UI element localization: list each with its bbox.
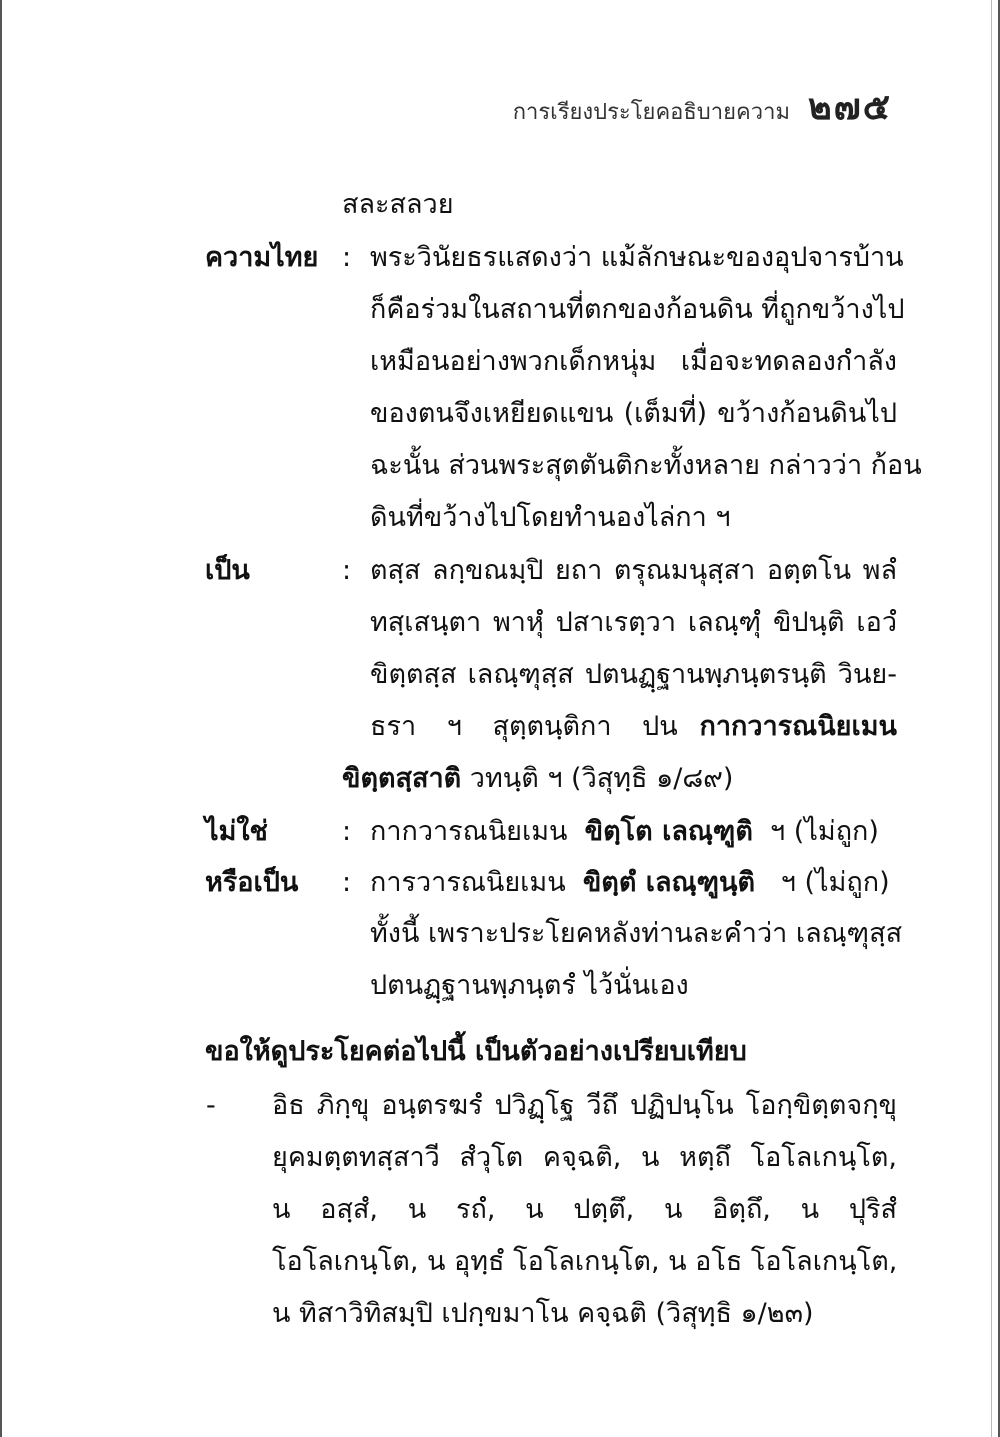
- translation-line-4: ของตนจึงเหยียดแขน (เต็มที่) ขว้างก้อนดินไป: [370, 398, 897, 429]
- translation-colon: :: [342, 242, 352, 273]
- comparison-dash: -: [206, 1090, 216, 1121]
- is-form-line-2: ทสฺเสนฺตา พาหุํ ปสาเรตฺวา เลณฺฑุํ ขิปนฺติ เอวํ: [370, 607, 897, 638]
- comparison-line-4: โอโลเกนฺโต, น อุทฺธํ โอโลเกนฺโต, น อโธ โอโลเกนฺโต,: [272, 1246, 898, 1277]
- or-form-plain-1: การวารณนิยเมน: [370, 867, 566, 898]
- not-form-plain-1: กากวารณนิยเมน: [370, 816, 568, 847]
- translation-line-1: พระวินัยธรแสดงว่า แม้ลักษณะของอุปจารบ้าน: [370, 242, 904, 273]
- is-form-line-1: ตสฺส ลกฺขณมฺปิ ยถา ตรุณมนุสฺสา อตฺตโน พลํ: [370, 555, 897, 586]
- page-number: ๒๗๕: [807, 87, 892, 128]
- not-form-plain-2: ฯ (ไม่ถูก): [770, 816, 879, 847]
- comparison-line-2: ยุคมตฺตทสฺสาวี สํวุโต คจฺฉติ, น หตฺถึ โอโลเกนฺโต,: [272, 1142, 897, 1173]
- running-header-title: การเรียงประโยคอธิบายความ: [512, 100, 790, 125]
- is-form-label: เป็น: [205, 555, 250, 586]
- is-form-line-5: [342, 759, 733, 799]
- translation-line-6: ดินที่ขว้างไปโดยทำนองไล่กา ฯ: [370, 502, 731, 533]
- comparison-heading: ขอให้ดูประโยคต่อไปนี้ เป็นตัวอย่างเปรียบเทียบ: [205, 1036, 747, 1067]
- is-form-line-3: ขิตฺตสฺส เลณฺฑุสฺส ปตนฏฺฐานพฺภนฺตรนฺติ วินย-: [370, 659, 897, 690]
- not-form-colon: :: [342, 816, 352, 847]
- intro-line: สละสลวย: [342, 189, 454, 220]
- translation-line-5: ฉะนั้น ส่วนพระสุตตันติกะทั้งหลาย กล่าวว่า ก้อน: [370, 450, 922, 481]
- is-form-line-4-plain: ธรา ฯ สุตฺตนฺติกา ปน: [370, 711, 678, 742]
- comparison-line-1: อิธ ภิกฺขุ อนฺตรฆรํ ปวิฏฺโฐ วีถึ ปฏิปนฺโน โอกฺขิตฺตจกฺขุ: [272, 1090, 897, 1121]
- or-form-line-2: ทั้งนี้ เพราะประโยคหลังท่านละคำว่า เลณฺฑุสฺส: [370, 918, 903, 949]
- is-form-colon: :: [342, 555, 352, 586]
- not-form-bold-1: ขิตฺโต เลณฺฑูติ: [584, 816, 753, 847]
- not-form-label: ไม่ใช่: [205, 816, 268, 847]
- comparison-line-5: น ทิสาวิทิสมฺปิ เปกฺขมาโน คจฺฉติ (วิสุทฺธิ ๑/๒๓): [272, 1298, 814, 1329]
- comparison-line-3: น อสฺสํ, น รถํ, น ปตฺตึ, น อิตฺถึ, น ปุริสํ: [272, 1194, 897, 1225]
- or-form-bold-1: ขิตฺตํ เลณฺฑูนฺติ: [582, 867, 755, 898]
- or-form-plain-2: ฯ (ไม่ถูก): [780, 867, 890, 898]
- running-header: [513, 78, 892, 135]
- translation-line-2: ก็คือร่วมในสถานที่ตกของก้อนดิน ที่ถูกขว้างไป: [370, 294, 905, 325]
- is-form-line-4: [370, 707, 897, 747]
- is-form-line-4-bold: กากวารณนิยเมน: [699, 711, 897, 742]
- translation-label: ความไทย: [205, 242, 319, 273]
- or-form-colon: :: [342, 867, 352, 898]
- translation-line-3: เหมือนอย่างพวกเด็กหนุ่ม เมื่อจะทดลองกำลัง: [370, 346, 897, 377]
- not-form-line: [370, 812, 879, 852]
- is-form-line-5-plain: วทนฺติ ฯ (วิสุทฺธิ ๑/๘๙): [469, 763, 734, 794]
- or-form-line-3: ปตนฏฺฐานพฺภนฺตรํ ไว้นั่นเอง: [370, 970, 689, 1001]
- or-form-line: [370, 863, 890, 903]
- is-form-line-5-bold: ขิตฺตสฺสาติ: [342, 763, 462, 794]
- or-form-label: หรือเป็น: [205, 867, 299, 898]
